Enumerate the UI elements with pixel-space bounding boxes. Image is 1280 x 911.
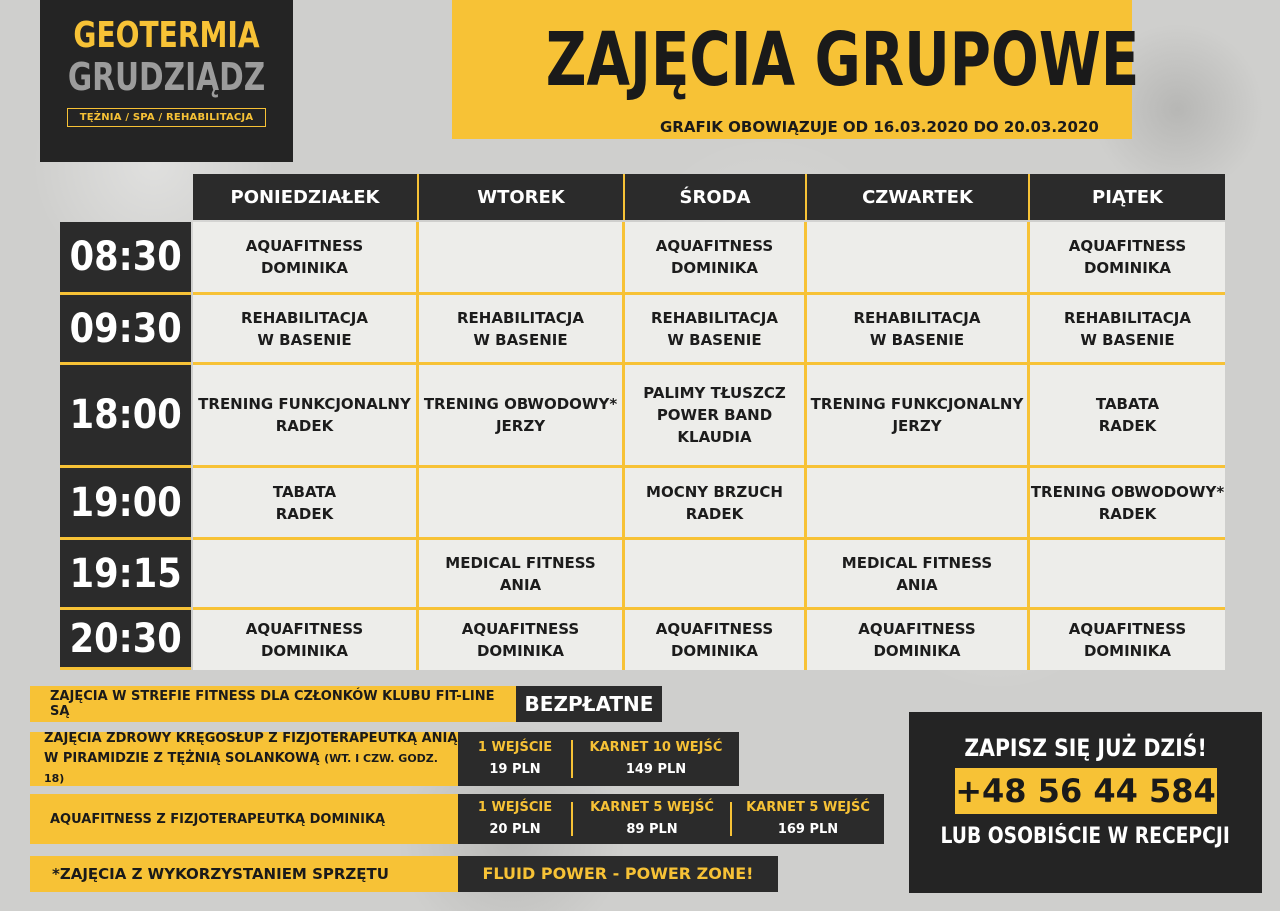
class-cell-wednesday-2030 bbox=[625, 610, 807, 670]
time-slot-1800: 18:00 bbox=[60, 365, 191, 468]
class-instructor: DOMINIKA bbox=[260, 259, 349, 277]
class-cell-thursday-1800 bbox=[807, 365, 1030, 468]
spine-price-single-value: 19 PLN bbox=[489, 762, 541, 777]
aqua-info bbox=[30, 794, 458, 844]
class-instructor: W BASENIE bbox=[869, 330, 965, 349]
class-instructor: DOMINIKA bbox=[873, 642, 961, 660]
class-instructor: RADEK bbox=[685, 504, 744, 523]
class-cell-monday-2030 bbox=[193, 610, 419, 670]
equipment-info bbox=[30, 856, 458, 892]
spine-price-pass-value: 149 PLN bbox=[625, 762, 687, 777]
class-instructor: RADEK bbox=[275, 417, 334, 435]
aqua-price-pass-5-value: 89 PLN bbox=[626, 822, 678, 837]
class-instructor: ANIA bbox=[896, 575, 938, 594]
class-cell-tuesday-1915 bbox=[419, 540, 625, 610]
class-cell-monday-1800 bbox=[193, 365, 419, 468]
aqua-info-text: AQUAFITNESS Z FIZJOTERAPEUTKĄ DOMINIKĄ bbox=[50, 811, 386, 827]
class-instructor: RADEK bbox=[1098, 417, 1157, 435]
class-name: AQUAFITNESS bbox=[1068, 620, 1187, 638]
class-name: REHABILITACJA bbox=[651, 308, 778, 327]
class-name: AQUAFITNESS bbox=[461, 620, 580, 638]
class-instructor: W BASENIE bbox=[473, 330, 568, 349]
class-name: TRENING FUNKCJONALNY bbox=[810, 395, 1024, 413]
class-instructor: JERZY bbox=[495, 417, 546, 435]
class-cell-monday-0930 bbox=[193, 295, 419, 365]
day-header-thursday: CZWARTEK bbox=[807, 174, 1030, 220]
class-cell-thursday-1915 bbox=[807, 540, 1030, 610]
class-name: REHABILITACJA bbox=[1064, 308, 1191, 327]
class-cell-tuesday-1900 bbox=[419, 468, 625, 540]
class-name: TRENING OBWODOWY* bbox=[1030, 482, 1225, 501]
fitness-info-text: ZAJĘCIA W STREFIE FITNESS DLA CZŁONKÓW KLUBU FIT-LINE SĄ bbox=[50, 689, 495, 719]
day-header-monday: PONIEDZIAŁEK bbox=[193, 174, 419, 220]
class-cell-friday-1900 bbox=[1030, 468, 1225, 540]
class-name: MEDICAL FITNESS bbox=[841, 553, 993, 572]
class-name: AQUAFITNESS bbox=[245, 620, 364, 638]
spine-info bbox=[30, 732, 458, 786]
spine-price-pass bbox=[573, 732, 739, 786]
class-cell-tuesday-2030 bbox=[419, 610, 625, 670]
class-instructor: RADEK bbox=[1098, 504, 1157, 523]
class-name: POWER BAND bbox=[656, 406, 773, 424]
class-name: AQUAFITNESS bbox=[655, 237, 774, 255]
time-slot-0930: 09:30 bbox=[60, 295, 191, 365]
class-cell-thursday-2030 bbox=[807, 610, 1030, 670]
class-cell-friday-1800 bbox=[1030, 365, 1225, 468]
logo-line-2: GRUDZIĄDZ bbox=[67, 55, 266, 99]
class-name: AQUAFITNESS bbox=[858, 620, 976, 638]
aqua-price-single bbox=[458, 794, 572, 844]
class-instructor: W BASENIE bbox=[667, 330, 762, 349]
class-cell-friday-0930 bbox=[1030, 295, 1225, 365]
spine-info-line-2: W PIRAMIDZIE Z TĘŻNIĄ SOLANKOWĄ bbox=[44, 751, 320, 766]
class-instructor: DOMINIKA bbox=[670, 259, 759, 277]
day-header-friday: PIĄTEK bbox=[1030, 174, 1225, 220]
class-name: TABATA bbox=[272, 482, 337, 501]
spine-price-single bbox=[458, 732, 572, 786]
spine-price-pass-label: KARNET 10 WEJŚĆ bbox=[589, 740, 723, 755]
class-name: AQUAFITNESS bbox=[245, 237, 364, 255]
time-slot-1900: 19:00 bbox=[60, 468, 191, 540]
class-cell-thursday-0830 bbox=[807, 222, 1030, 295]
class-name: TRENING FUNKCJONALNY bbox=[198, 395, 411, 413]
class-cell-wednesday-1900 bbox=[625, 468, 807, 540]
page-title: ZAJĘCIA GRUPOWE bbox=[545, 17, 1140, 103]
aqua-price-pass-5b-label: KARNET 5 WEJŚĆ bbox=[746, 800, 870, 815]
time-slot-0830: 08:30 bbox=[60, 222, 191, 295]
class-cell-wednesday-0830 bbox=[625, 222, 807, 295]
class-name: AQUAFITNESS bbox=[1068, 237, 1187, 255]
class-name: MEDICAL FITNESS bbox=[445, 553, 596, 572]
class-name: AQUAFITNESS bbox=[655, 620, 774, 638]
equipment-info-text: *ZAJĘCIA Z WYKORZYSTANIEM SPRZĘTU bbox=[52, 865, 389, 883]
class-cell-monday-1915 bbox=[193, 540, 419, 610]
aqua-price-pass-5-label: KARNET 5 WEJŚĆ bbox=[590, 800, 714, 815]
class-cell-tuesday-1800 bbox=[419, 365, 625, 468]
aqua-price-pass-5b-value: 169 PLN bbox=[777, 822, 839, 837]
aqua-price-pass-5 bbox=[573, 794, 731, 844]
class-instructor: ANIA bbox=[499, 575, 542, 594]
class-cell-friday-2030 bbox=[1030, 610, 1225, 670]
class-cell-friday-1915 bbox=[1030, 540, 1225, 610]
class-instructor: DOMINIKA bbox=[476, 642, 565, 660]
class-cell-tuesday-0930 bbox=[419, 295, 625, 365]
class-instructor: DOMINIKA bbox=[670, 642, 759, 660]
class-cell-monday-1900 bbox=[193, 468, 419, 540]
class-cell-wednesday-1800 bbox=[625, 365, 807, 468]
class-cell-wednesday-1915 bbox=[625, 540, 807, 610]
signup-reception: LUB OSOBIŚCIE W RECEPCJI bbox=[940, 824, 1231, 849]
fitness-free-badge: BEZPŁATNE bbox=[516, 686, 662, 722]
class-name: TABATA bbox=[1095, 395, 1160, 413]
class-cell-wednesday-0930 bbox=[625, 295, 807, 365]
aqua-price-single-label: 1 WEJŚCIE bbox=[477, 800, 553, 815]
signup-box bbox=[909, 712, 1262, 893]
class-cell-thursday-0930 bbox=[807, 295, 1030, 365]
class-name: TRENING OBWODOWY* bbox=[423, 395, 618, 413]
class-name: REHABILITACJA bbox=[241, 308, 368, 327]
class-instructor: DOMINIKA bbox=[260, 642, 349, 660]
fitness-info bbox=[30, 686, 516, 722]
class-name: MOCNY BRZUCH bbox=[646, 482, 783, 501]
time-slot-2030: 20:30 bbox=[60, 610, 191, 670]
day-header-wednesday: ŚRODA bbox=[625, 174, 807, 220]
logo-tagline: TĘŻNIA / SPA / REHABILITACJA bbox=[67, 108, 267, 127]
class-cell-thursday-1900 bbox=[807, 468, 1030, 540]
class-name: REHABILITACJA bbox=[853, 308, 981, 327]
class-instructor: DOMINIKA bbox=[1083, 259, 1172, 277]
class-name: PALIMY TŁUSZCZ bbox=[643, 384, 786, 402]
aqua-prices bbox=[458, 794, 884, 844]
schedule-grid bbox=[193, 222, 1225, 670]
class-instructor: W BASENIE bbox=[257, 330, 352, 349]
class-name: REHABILITACJA bbox=[457, 308, 584, 327]
schedule-validity: GRAFIK OBOWIĄZUJE OD 16.03.2020 DO 20.03.2020 bbox=[660, 118, 1099, 136]
class-cell-friday-0830 bbox=[1030, 222, 1225, 295]
class-cell-tuesday-0830 bbox=[419, 222, 625, 295]
day-header-tuesday: WTOREK bbox=[419, 174, 625, 220]
aqua-price-pass-5b bbox=[732, 794, 884, 844]
class-instructor: DOMINIKA bbox=[1083, 642, 1172, 660]
class-instructor: KLAUDIA bbox=[677, 428, 752, 446]
logo bbox=[40, 0, 293, 162]
spine-info-line-1: ZAJĘCIA ZDROWY KRĘGOSŁUP Z FIZJOTERAPEUTKĄ ANIĄ bbox=[44, 731, 458, 746]
equipment-name: FLUID POWER - POWER ZONE! bbox=[458, 856, 778, 892]
aqua-price-single-value: 20 PLN bbox=[489, 822, 541, 837]
spine-price-single-label: 1 WEJŚCIE bbox=[477, 740, 553, 755]
class-cell-monday-0830 bbox=[193, 222, 419, 295]
class-instructor: W BASENIE bbox=[1080, 330, 1175, 349]
signup-headline: ZAPISZ SIĘ JUŻ DZIŚ! bbox=[964, 734, 1207, 762]
spine-info-hours: (WT. I CZW. GODZ. 18) bbox=[44, 752, 438, 785]
class-instructor: JERZY bbox=[892, 417, 942, 435]
logo-line-1: GEOTERMIA bbox=[73, 15, 260, 56]
time-slot-1915: 19:15 bbox=[60, 540, 191, 610]
spine-prices bbox=[458, 732, 739, 786]
phone-number[interactable]: +48 56 44 584 bbox=[955, 768, 1217, 814]
class-instructor: RADEK bbox=[275, 504, 334, 523]
